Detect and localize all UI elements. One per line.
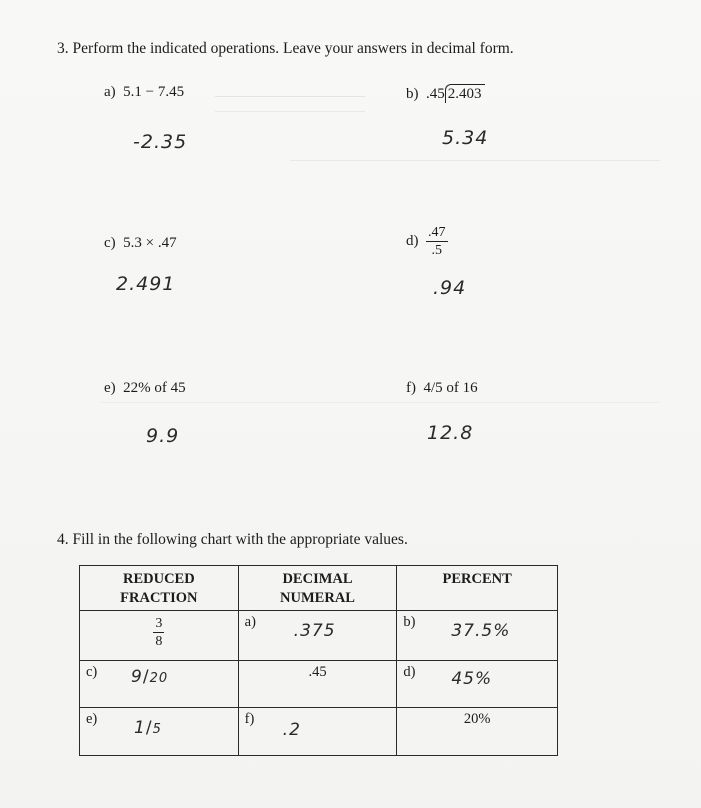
problem-expression: 5.3 × .47 <box>123 235 177 251</box>
bleed-through-mark <box>290 160 660 161</box>
chart-row <box>80 708 558 756</box>
header-text: DECIMAL <box>282 571 353 587</box>
cell-value: 20% <box>463 711 491 727</box>
question-4-heading: 4. Fill in the following chart with the appropriate values. <box>57 531 408 548</box>
header-text: NUMERAL <box>280 590 355 606</box>
fraction <box>426 224 448 259</box>
dividend: 2.403 <box>445 84 485 103</box>
handwritten-answer-3b: 5.34 <box>442 127 489 149</box>
problem-3d <box>406 224 448 259</box>
header-decimal-numeral <box>238 566 397 611</box>
cell-decimal <box>238 708 397 756</box>
handwritten-denominator: 5 <box>152 722 162 737</box>
problem-3c <box>104 235 177 252</box>
handwritten-denominator: 20 <box>149 671 169 686</box>
question-3-heading: 3. Perform the indicated operations. Leave your answers in decimal form. <box>57 40 514 57</box>
problem-3e <box>104 380 186 397</box>
handwritten-answer-fraction: 9/20 <box>131 667 169 687</box>
header-text: REDUCED <box>122 571 195 587</box>
long-division <box>426 84 485 103</box>
handwritten-answer-fraction: 1/5 <box>134 718 162 738</box>
cell-label: a) <box>244 614 256 630</box>
conversion-chart <box>79 565 558 756</box>
problem-label: d) <box>406 233 419 249</box>
cell-percent <box>397 708 558 756</box>
fraction-denominator: 8 <box>155 634 163 649</box>
handwritten-answer-3d: .94 <box>433 277 467 299</box>
fraction-numerator: 3 <box>155 616 163 631</box>
fraction-denominator: .5 <box>431 243 442 258</box>
problem-3f <box>406 380 478 397</box>
chart-header-row <box>80 566 558 611</box>
problem-expression: 22% of 45 <box>123 380 186 396</box>
handwritten-answer: 45% <box>451 669 493 689</box>
problem-label: a) <box>104 84 116 100</box>
cell-fraction <box>80 661 239 708</box>
handwritten-numerator: 1 <box>134 718 146 738</box>
cell-fraction <box>80 708 239 756</box>
cell-label: d) <box>403 664 416 680</box>
cell-percent <box>397 611 558 661</box>
chart-row <box>80 611 558 661</box>
cell-decimal <box>238 611 397 661</box>
header-text: FRACTION <box>120 590 198 606</box>
problem-3a <box>104 84 184 101</box>
cell-percent <box>397 661 558 708</box>
cell-decimal <box>238 661 397 708</box>
handwritten-answer-3f: 12.8 <box>427 422 474 444</box>
bleed-through-mark <box>100 402 660 403</box>
chart-row <box>80 661 558 708</box>
cell-label: c) <box>86 664 98 680</box>
problem-label: b) <box>406 86 419 102</box>
cell-label: e) <box>86 711 98 727</box>
fraction <box>153 615 164 650</box>
handwritten-answer: 37.5% <box>451 621 511 641</box>
handwritten-answer: .2 <box>282 720 301 740</box>
problem-label: c) <box>104 235 116 251</box>
handwritten-answer-3c: 2.491 <box>116 273 176 295</box>
handwritten-answer-3e: 9.9 <box>146 425 180 447</box>
problem-expression: 5.1 − 7.45 <box>123 84 185 100</box>
header-percent <box>397 566 558 611</box>
cell-value: .45 <box>308 664 327 680</box>
cell-label: b) <box>403 614 416 630</box>
header-reduced-fraction <box>80 566 239 611</box>
problem-expression: 4/5 of 16 <box>423 380 478 396</box>
header-text: PERCENT <box>442 571 512 587</box>
problem-3b <box>406 84 485 103</box>
problem-label: e) <box>104 380 116 396</box>
handwritten-numerator: 9 <box>131 667 143 687</box>
handwritten-answer: .375 <box>293 621 336 641</box>
cell-fraction <box>80 611 239 661</box>
divisor: .45 <box>426 86 445 102</box>
cell-label: f) <box>244 711 255 727</box>
fraction-numerator: .47 <box>428 225 446 240</box>
problem-label: f) <box>406 380 416 396</box>
handwritten-answer-3a: -2.35 <box>133 131 188 153</box>
bleed-through-mark <box>215 96 365 112</box>
